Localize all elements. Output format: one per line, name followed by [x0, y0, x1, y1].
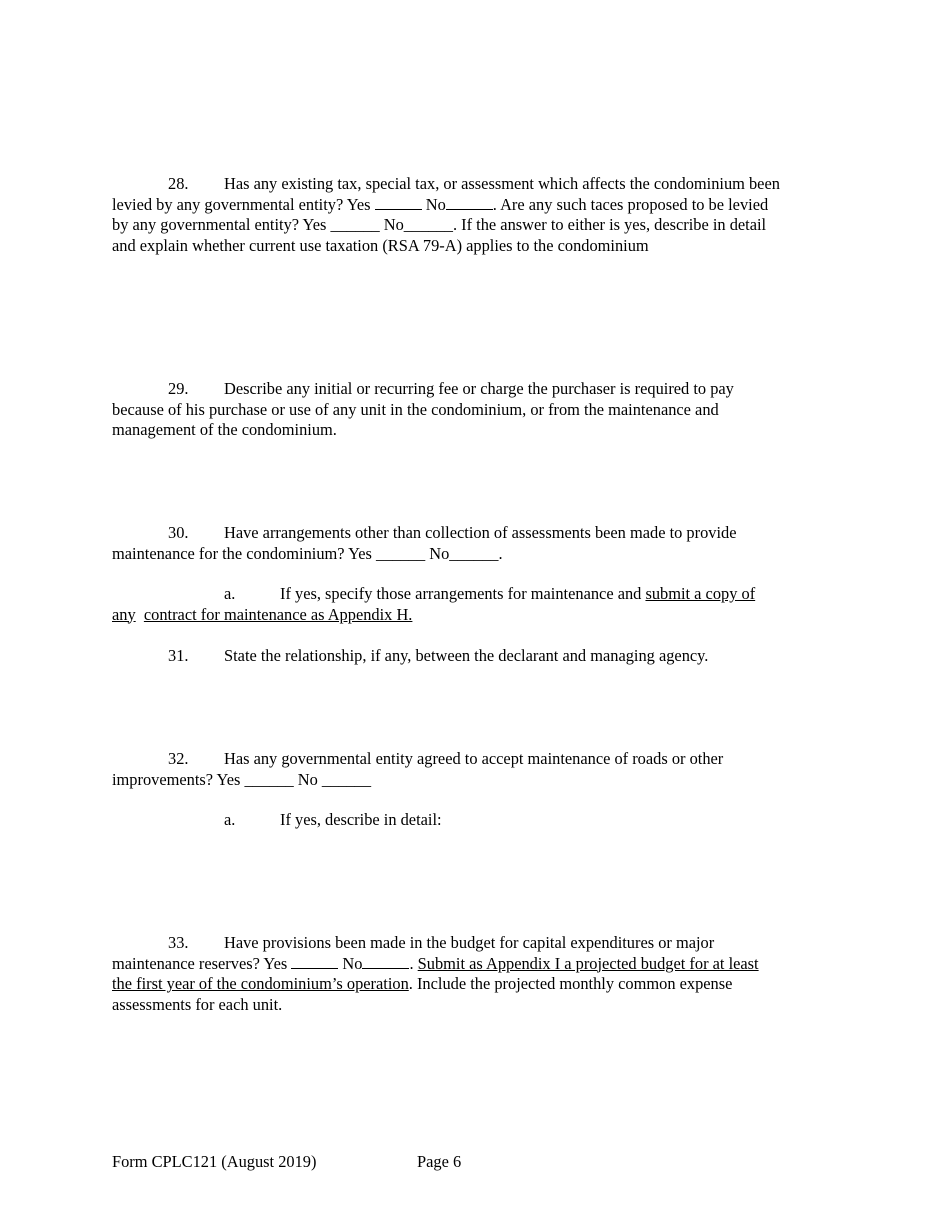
sub-item-label: a. [224, 584, 236, 603]
question-number: 31. [168, 646, 189, 665]
yes-blank[interactable] [375, 195, 422, 210]
question-30: 30. Have arrangements other than collection of assessments been made to provide maintenance for the condominium? Yes ______ No______. [112, 523, 737, 563]
question-number: 33. [168, 933, 189, 952]
question-number: 32. [168, 749, 189, 768]
yes-blank[interactable] [291, 954, 338, 969]
question-number: 29. [168, 379, 189, 398]
question-number: 28. [168, 174, 189, 193]
no-blank[interactable] [362, 954, 409, 969]
form-identifier: Form CPLC121 (August 2019) [112, 1152, 317, 1171]
sub-item-label: a. [224, 810, 236, 829]
question-28: 28. Has any existing tax, special tax, or assessment which affects the condominium been levied by any governmental entity? Yes No . Are any such taces proposed to be levied by any governmental entity? Yes ______ No______. If the answer to either is yes, describe in detail and explain whether current use taxation (RSA 79-A) applies to the condominium [112, 174, 780, 255]
question-31: 31. State the relationship, if any, between the declarant and managing agency. [168, 646, 709, 665]
question-33: 33. Have provisions been made in the budget for capital expenditures or major maintenance reserves? Yes No . Submit as Appendix I a projected budget for at least the first year of the condominium’s operation. Include the projected monthly common expense assessments for each unit. [112, 933, 759, 1014]
question-30a: a. If yes, specify those arrangements for maintenance and submit a copy of any contract for maintenance as Appendix H. [112, 584, 756, 624]
page-number: Page 6 [417, 1152, 462, 1171]
no-blank[interactable] [446, 195, 493, 210]
question-32a: a. If yes, describe in detail: [224, 810, 442, 829]
page-footer [112, 1152, 462, 1172]
question-29: 29. Describe any initial or recurring fee or charge the purchaser is required to pay because of his purchase or use of any unit in the condominium, or from the maintenance and management of the condominium. [112, 379, 734, 439]
question-number: 30. [168, 523, 189, 542]
question-32: 32. Has any governmental entity agreed to accept maintenance of roads or other improvements? Yes ______ No ______ [112, 749, 724, 789]
